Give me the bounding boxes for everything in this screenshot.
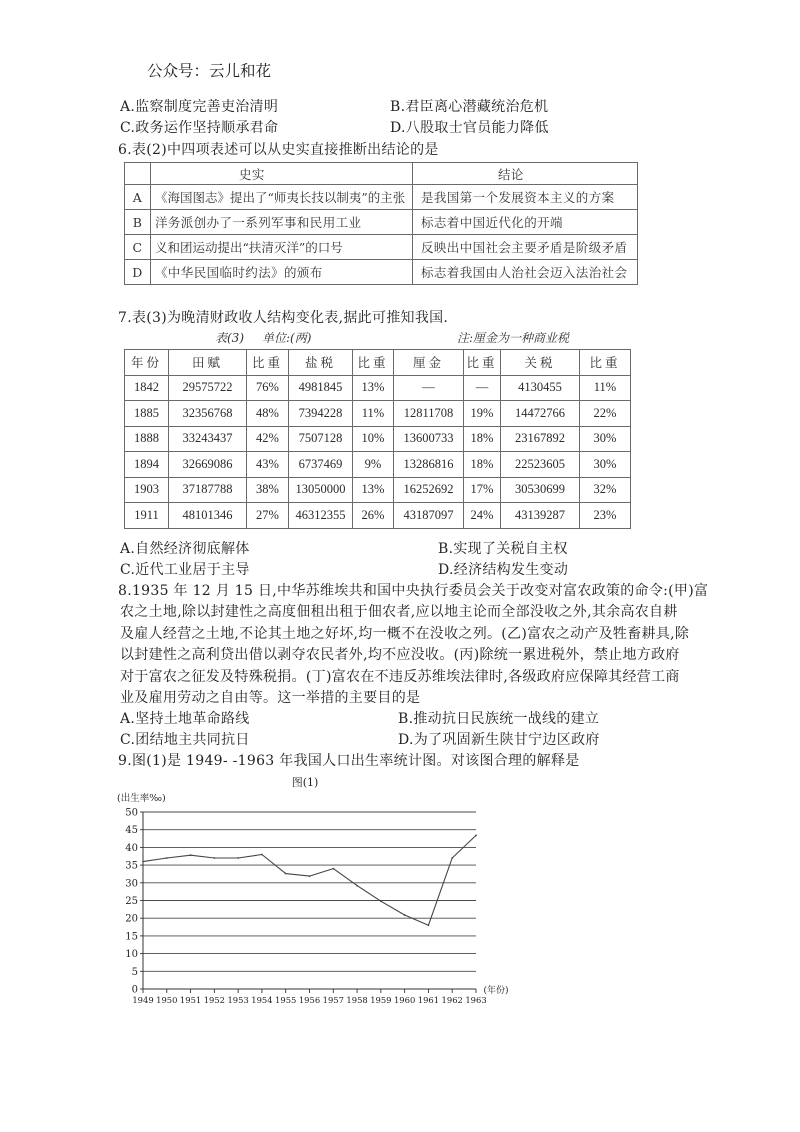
data-point bbox=[404, 914, 406, 916]
header-conclusion: 结论 bbox=[413, 163, 638, 185]
fact-cell: 义和团运动提出“扶清灭洋”的口号 bbox=[151, 235, 413, 260]
x-tick-label: 1957 bbox=[322, 995, 344, 1005]
x-tick-label: 1961 bbox=[417, 995, 440, 1005]
x-tick-label: 1952 bbox=[203, 995, 226, 1005]
y-tick-label: 25 bbox=[125, 896, 138, 907]
header-customs: 关税 bbox=[501, 350, 580, 376]
salt-tax-share-cell: 10% bbox=[353, 426, 394, 452]
x-tick-label: 1954 bbox=[251, 995, 273, 1005]
y-tick-label: 0 bbox=[131, 984, 138, 996]
x-tick-label: 1963 bbox=[465, 995, 487, 1005]
q8-stem-line: 对于富农之征发及特殊税捐。(丁)富农在不违反苏维埃法律时,各级政府应保障其经营工商 bbox=[120, 669, 680, 685]
chart-title: 图(1) bbox=[291, 776, 319, 789]
y-tick-label: 10 bbox=[125, 949, 138, 961]
table-row bbox=[125, 452, 631, 478]
data-point bbox=[237, 857, 239, 859]
x-tick-label: 1955 bbox=[275, 995, 297, 1005]
likin-cell: 16252692 bbox=[394, 477, 464, 503]
header-share: 比重 bbox=[247, 350, 289, 376]
x-axis-label: (年份) bbox=[483, 986, 509, 996]
table-row bbox=[125, 210, 638, 235]
x-tick-label: 1951 bbox=[179, 995, 202, 1005]
land-tax-share-cell: 48% bbox=[247, 401, 289, 427]
land-tax-cell: 32669086 bbox=[169, 452, 247, 478]
q5-option-d: D.八股取士官员能力降低 bbox=[390, 120, 549, 136]
customs-cell: 22523605 bbox=[501, 452, 580, 478]
data-point bbox=[451, 857, 453, 859]
land-tax-cell: 37187788 bbox=[169, 477, 247, 503]
q9-stem: 9.图(1)是 1949- -1963 年我国人口出生率统计图。对该图合理的解释是 bbox=[118, 753, 580, 769]
land-tax-share-cell: 27% bbox=[247, 503, 289, 529]
table-3-note: 注:厘金为一种商业税 bbox=[457, 331, 570, 345]
header-share: 比重 bbox=[580, 350, 631, 376]
land-tax-share-cell: 38% bbox=[247, 477, 289, 503]
q7-option-a: A.自然经济彻底解体 bbox=[120, 541, 250, 557]
data-point bbox=[309, 875, 311, 877]
customs-share-cell: 30% bbox=[580, 426, 631, 452]
data-point bbox=[475, 835, 477, 837]
likin-share-cell: 24% bbox=[464, 503, 501, 529]
land-tax-cell: 32356768 bbox=[169, 401, 247, 427]
salt-tax-cell: 13050000 bbox=[289, 477, 353, 503]
q8-stem-line: 业及雇用劳动之自由等。这一举措的主要目的是 bbox=[120, 690, 421, 706]
y-tick-label: 35 bbox=[125, 860, 138, 872]
series-line bbox=[143, 835, 476, 925]
customs-share-cell: 11% bbox=[580, 375, 631, 401]
gridlines bbox=[143, 812, 476, 971]
y-tick-label: 15 bbox=[125, 931, 138, 943]
salt-tax-cell: 4981845 bbox=[289, 375, 353, 401]
data-point bbox=[190, 854, 192, 856]
y-tick-label: 50 bbox=[125, 807, 138, 819]
x-tick-label: 1956 bbox=[298, 995, 321, 1005]
customs-share-cell: 32% bbox=[580, 477, 631, 503]
salt-tax-share-cell: 9% bbox=[353, 452, 394, 478]
table-row bbox=[125, 260, 638, 285]
x-tick-label: 1960 bbox=[393, 995, 416, 1005]
conclusion-cell: 标志着我国由人治社会迈入法治社会 bbox=[413, 260, 638, 285]
table-row bbox=[125, 503, 631, 529]
customs-share-cell: 30% bbox=[580, 452, 631, 478]
y-tick-label: 40 bbox=[125, 842, 138, 854]
customs-cell: 23167892 bbox=[501, 426, 580, 452]
table-3-header-row bbox=[125, 350, 631, 376]
salt-tax-share-cell: 11% bbox=[353, 401, 394, 427]
table-row bbox=[125, 477, 631, 503]
header-salt-tax: 盐税 bbox=[289, 350, 353, 376]
table-row bbox=[125, 426, 631, 452]
q7-option-b: B.实现了关税自主权 bbox=[438, 541, 568, 557]
row-letter: C bbox=[125, 235, 151, 260]
data-point bbox=[261, 854, 263, 856]
watermark-text: 公众号：云儿和花 bbox=[147, 62, 272, 80]
y-tick-labels bbox=[125, 808, 138, 996]
customs-cell: 14472766 bbox=[501, 401, 580, 427]
conclusion-cell: 反映出中国社会主要矛盾是阶级矛盾 bbox=[413, 235, 638, 260]
conclusion-cell: 是我国第一个发展资本主义的方案 bbox=[413, 185, 638, 210]
data-point bbox=[285, 873, 287, 875]
x-ticks bbox=[143, 989, 476, 993]
customs-cell: 43139287 bbox=[501, 503, 580, 529]
land-tax-cell: 33243437 bbox=[169, 426, 247, 452]
row-letter: D bbox=[125, 260, 151, 285]
year-cell: 1842 bbox=[125, 375, 169, 401]
q8-stem-line: 以封建性之高利贷出借以剥夺农民者外,均不应没收。(丙)除统一累进税外，禁止地方政府 bbox=[120, 647, 680, 663]
header-land-tax: 田赋 bbox=[169, 350, 247, 376]
q8-stem-line: 及雇人经营之土地,不论其土地之好坏,均一概不在没收之列。(乙)富农之动产及牲畜耕具,除 bbox=[120, 626, 690, 642]
header-fact: 史实 bbox=[151, 163, 413, 185]
table-row bbox=[125, 235, 638, 260]
year-cell: 1894 bbox=[125, 452, 169, 478]
table-2-header-row bbox=[125, 163, 638, 185]
q8-stem-line: 农之土地,除以封建性之高度佃租出租于佃农者,应以地主论而全部没收之外,其余高农自耕 bbox=[120, 604, 678, 620]
x-tick-label: 1949 bbox=[132, 995, 154, 1005]
year-cell: 1888 bbox=[125, 426, 169, 452]
y-tick-label: 5 bbox=[131, 966, 138, 978]
table-row bbox=[125, 185, 638, 210]
land-tax-cell: 48101346 bbox=[169, 503, 247, 529]
y-tick-label: 45 bbox=[125, 825, 138, 837]
x-tick-label: 1962 bbox=[441, 995, 463, 1005]
salt-tax-cell: 7394228 bbox=[289, 401, 353, 427]
data-point bbox=[214, 857, 216, 859]
y-tick-label: 30 bbox=[125, 878, 138, 890]
table-3 bbox=[124, 349, 631, 529]
row-letter: B bbox=[125, 210, 151, 235]
birth-rate-line-chart bbox=[100, 770, 530, 1020]
year-cell: 1885 bbox=[125, 401, 169, 427]
salt-tax-share-cell: 13% bbox=[353, 375, 394, 401]
data-point bbox=[332, 868, 334, 870]
salt-tax-share-cell: 26% bbox=[353, 503, 394, 529]
q8-option-b: B.推动抗日民族统一战线的建立 bbox=[398, 711, 600, 727]
fact-cell: 洋务派创办了一系列军事和民用工业 bbox=[151, 210, 413, 235]
q7-stem: 7.表(3)为晚清财政收人结构变化表,据此可推知我国. bbox=[118, 310, 449, 326]
customs-cell: 30530699 bbox=[501, 477, 580, 503]
q5-option-a: A.监察制度完善吏治清明 bbox=[120, 99, 279, 115]
likin-share-cell: — bbox=[464, 375, 501, 401]
header-share: 比重 bbox=[464, 350, 501, 376]
q7-option-d: D.经济结构发生变动 bbox=[438, 562, 569, 578]
q8-option-d: D.为了巩固新生陕甘宁边区政府 bbox=[398, 732, 600, 748]
data-point bbox=[380, 900, 382, 902]
data-point bbox=[142, 861, 144, 863]
x-tick-label: 1958 bbox=[346, 995, 368, 1005]
x-tick-labels bbox=[132, 995, 486, 1005]
salt-tax-cell: 46312355 bbox=[289, 503, 353, 529]
data-point bbox=[166, 857, 168, 859]
table-row bbox=[125, 401, 631, 427]
salt-tax-cell: 7507128 bbox=[289, 426, 353, 452]
likin-cell: 13600733 bbox=[394, 426, 464, 452]
y-axis-label: (出生率‰) bbox=[117, 793, 166, 804]
fact-cell: 《中华民国临时约法》的颁布 bbox=[151, 260, 413, 285]
table-3-label: 表(3) bbox=[215, 331, 244, 345]
q8-stem-line: 8.1935 年 12 月 15 日,中华苏维埃共和国中央执行委员会关于改变对富农政策的命令:(甲)富 bbox=[118, 583, 709, 599]
header-share: 比重 bbox=[353, 350, 394, 376]
header-year: 年份 bbox=[125, 350, 169, 376]
q5-option-c: C.政务运作坚持顺承君命 bbox=[120, 120, 279, 136]
year-cell: 1911 bbox=[125, 503, 169, 529]
likin-cell: 12811708 bbox=[394, 401, 464, 427]
likin-cell: — bbox=[394, 375, 464, 401]
q8-option-c: C.团结地主共同抗日 bbox=[120, 732, 250, 748]
q5-option-b: B.君臣离心潜藏统治危机 bbox=[390, 99, 549, 115]
y-tick-label: 20 bbox=[125, 913, 138, 925]
likin-share-cell: 17% bbox=[464, 477, 501, 503]
customs-share-cell: 22% bbox=[580, 401, 631, 427]
q7-option-c: C.近代工业居于主导 bbox=[120, 562, 250, 578]
q8-option-a: A.坚持土地革命路线 bbox=[120, 711, 250, 727]
salt-tax-share-cell: 13% bbox=[353, 477, 394, 503]
row-letter: A bbox=[125, 185, 151, 210]
table-3-unit: 单位:(两) bbox=[262, 331, 312, 345]
header-likin: 厘金 bbox=[394, 350, 464, 376]
land-tax-share-cell: 43% bbox=[247, 452, 289, 478]
customs-share-cell: 23% bbox=[580, 503, 631, 529]
likin-share-cell: 19% bbox=[464, 401, 501, 427]
salt-tax-cell: 6737469 bbox=[289, 452, 353, 478]
likin-cell: 13286816 bbox=[394, 452, 464, 478]
customs-cell: 4130455 bbox=[501, 375, 580, 401]
land-tax-share-cell: 42% bbox=[247, 426, 289, 452]
q6-stem: 6.表(2)中四项表述可以从史实直接推断出结论的是 bbox=[118, 142, 439, 158]
fact-cell: 《海国图志》提出了“师夷长技以制夷”的主张 bbox=[151, 185, 413, 210]
data-point bbox=[428, 924, 430, 926]
year-cell: 1903 bbox=[125, 477, 169, 503]
x-tick-label: 1953 bbox=[227, 995, 249, 1005]
x-tick-label: 1950 bbox=[156, 995, 178, 1005]
land-tax-share-cell: 76% bbox=[247, 375, 289, 401]
data-point bbox=[356, 885, 358, 887]
series bbox=[142, 835, 477, 927]
likin-share-cell: 18% bbox=[464, 426, 501, 452]
conclusion-cell: 标志着中国近代化的开端 bbox=[413, 210, 638, 235]
x-tick-label: 1959 bbox=[370, 995, 392, 1005]
land-tax-cell: 29575722 bbox=[169, 375, 247, 401]
likin-share-cell: 18% bbox=[464, 452, 501, 478]
header-letter-cell bbox=[125, 163, 151, 185]
table-2 bbox=[124, 162, 638, 285]
table-row bbox=[125, 375, 631, 401]
likin-cell: 43187097 bbox=[394, 503, 464, 529]
